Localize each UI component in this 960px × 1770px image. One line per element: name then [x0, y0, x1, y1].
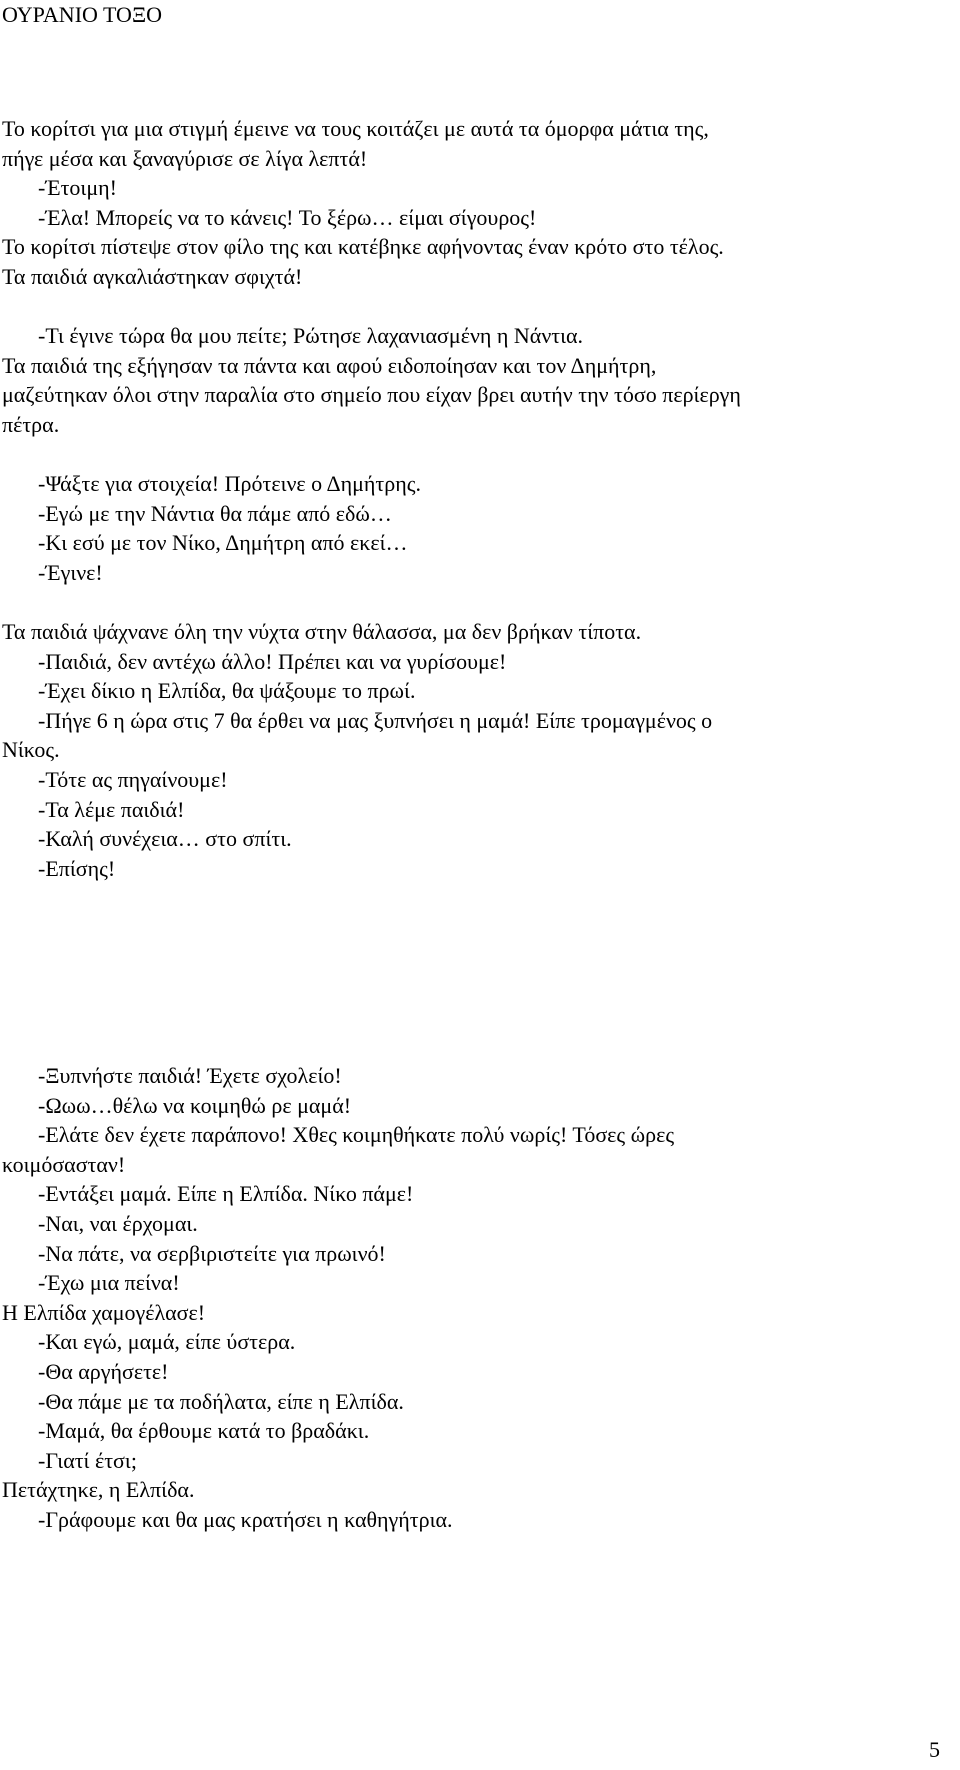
text-line: πέτρα. — [2, 411, 60, 437]
text-line: Πετάχτηκε, η Ελπίδα. — [2, 1477, 195, 1503]
text-line: -Ελάτε δεν έχετε παράπονο! Χθες κοιμηθήκατε πολύ νωρίς! Τόσες ώρες — [38, 1122, 675, 1148]
text-line: -Ξυπνήστε παιδιά! Έχετε σχολείο! — [38, 1063, 342, 1088]
text-line: -Εγώ με την Νάντια θα πάμε από εδώ… — [38, 500, 392, 526]
document-title: ΟΥΡΑΝΙΟ ΤΟΞΟ — [2, 2, 162, 27]
text-line: -Γιατί έτσι; — [38, 1447, 137, 1473]
text-line: -Ναι, ναι έρχομαι. — [38, 1210, 198, 1236]
text-line: Το κορίτσι πίστεψε στον φίλο της και κατέβηκε αφήνοντας έναν κρότο στο τέλος. — [2, 234, 724, 260]
text-line: -Πήγε 6 η ώρα στις 7 θα έρθει να μας ξυπνήσει η μαμά! Είπε τρομαγμένος ο — [38, 707, 713, 733]
blank-line — [2, 440, 922, 470]
text-line: πήγε μέσα και ξαναγύρισε σε λίγα λεπτά! — [2, 145, 368, 171]
document-body — [2, 114, 922, 1535]
text-line: -Ψάξτε για στοιχεία! Πρότεινε ο Δημήτρης. — [38, 471, 421, 497]
blank-line — [2, 292, 922, 322]
text-line: -Επίσης! — [38, 855, 116, 881]
text-line: -Μαμά, θα έρθουμε κατά το βραδάκι. — [38, 1418, 370, 1444]
blank-line — [2, 588, 922, 618]
text-line: -Έγινε! — [38, 559, 103, 585]
text-line: -Εντάξει μαμά. Είπε η Ελπίδα. Νίκο πάμε! — [38, 1181, 414, 1207]
text-line: -Έλα! Μπορείς να το κάνεις! Το ξέρω… είμαι σίγουρος! — [38, 204, 537, 230]
page-number: 5 — [929, 1737, 940, 1762]
text-line: Το κορίτσι για μια στιγμή έμεινε να τους κοιτάζει με αυτά τα όμορφα μάτια της, — [2, 116, 709, 141]
blank-line — [2, 1002, 922, 1032]
text-line: -Ωωω…θέλω να κοιμηθώ ρε μαμά! — [38, 1092, 352, 1118]
text-line: -Έτοιμη! — [38, 175, 117, 201]
text-line: -Και εγώ, μαμά, είπε ύστερα. — [38, 1329, 296, 1355]
text-line: Τα παιδιά ψάχνανε όλη την νύχτα στην θάλασσα, μα δεν βρήκαν τίποτα. — [2, 619, 642, 645]
blank-line — [2, 913, 922, 943]
text-line: μαζεύτηκαν όλοι στην παραλία στο σημείο που είχαν βρει αυτήν την τόσο περίεργη — [2, 382, 741, 408]
text-line: Η Ελπίδα χαμογέλασε! — [2, 1299, 206, 1325]
text-line: -Έχω μια πείνα! — [38, 1270, 180, 1296]
text-line: -Θα πάμε με τα ποδήλατα, είπε η Ελπίδα. — [38, 1388, 404, 1414]
blank-line — [2, 972, 922, 1002]
text-line: Νίκος. — [2, 737, 60, 763]
text-line: -Να πάτε, να σερβιριστείτε για πρωινό! — [38, 1240, 386, 1266]
text-line: -Καλή συνέχεια… στο σπίτι. — [38, 826, 292, 852]
text-line: -Παιδιά, δεν αντέχω άλλο! Πρέπει και να γυρίσουμε! — [38, 648, 507, 674]
text-line: -Γράφουμε και θα μας κρατήσει η καθηγήτρια. — [38, 1506, 453, 1532]
text-line: Τα παιδιά αγκαλιάστηκαν σφιχτά! — [2, 263, 303, 289]
text-line: κοιμόσασταν! — [2, 1151, 126, 1177]
text-line: -Κι εσύ με τον Νίκο, Δημήτρη από εκεί… — [38, 530, 408, 556]
text-line: -Τότε ας πηγαίνουμε! — [38, 767, 228, 793]
text-line: -Έχει δίκιο η Ελπίδα, θα ψάξουμε το πρωί. — [38, 678, 416, 704]
blank-line — [2, 883, 922, 913]
text-line: -Τι έγινε τώρα θα μου πείτε; Ρώτησε λαχανιασμένη η Νάντια. — [38, 323, 584, 349]
text-line: Τα παιδιά της εξήγησαν τα πάντα και αφού ειδοποίησαν και τον Δημήτρη, — [2, 352, 657, 378]
text-line: -Τα λέμε παιδιά! — [38, 796, 185, 822]
blank-line — [2, 943, 922, 973]
blank-line — [2, 1031, 922, 1061]
text-line: -Θα αργήσετε! — [38, 1358, 169, 1384]
